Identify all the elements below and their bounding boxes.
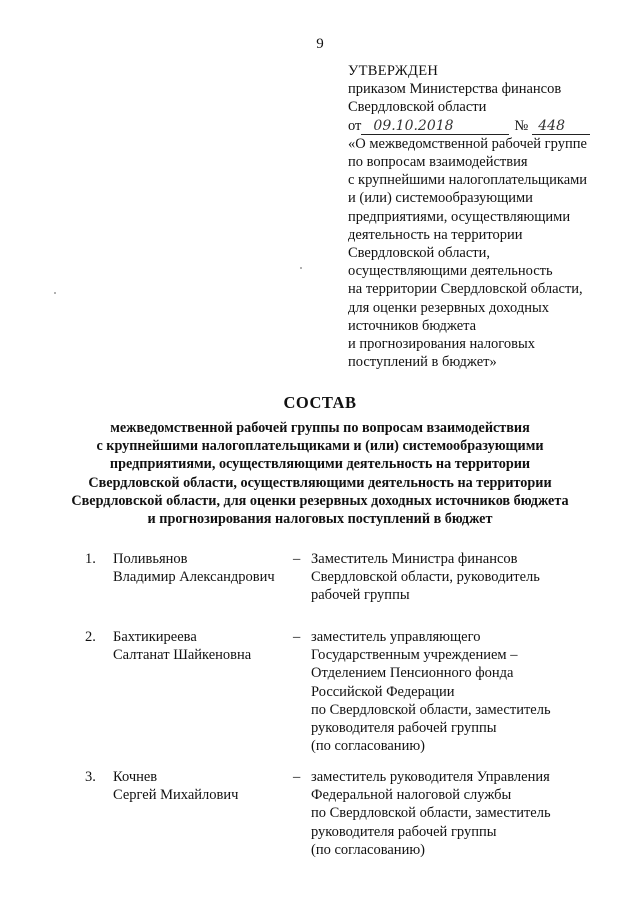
order-title-line: Свердловской области, <box>348 245 491 262</box>
composition-subtitle-line: межведомственной рабочей группы по вопросам взаимодействия <box>110 420 530 436</box>
member-given-name: Салтанат Шайкеновна <box>113 647 252 664</box>
approval-block <box>348 62 613 371</box>
order-title-line: поступлений в бюджет» <box>348 354 497 371</box>
composition-subtitle-line: Свердловской области, осуществляющими деятельность на территории <box>88 474 552 491</box>
composition-heading <box>60 393 580 528</box>
member-surname: Бахтикиреева <box>113 629 197 645</box>
member-list <box>85 550 625 868</box>
member-role-line: Государственным учреждением – <box>311 647 518 664</box>
handwritten-number: 448 <box>532 118 590 135</box>
order-title-line: и прогнозирования налоговых <box>348 336 535 353</box>
member-role-line: заместитель управляющего <box>311 629 481 645</box>
member-item <box>85 628 625 768</box>
order-title-line: осуществляющими деятельность <box>348 263 553 280</box>
composition-subtitle-line: и прогнозирования налоговых поступлений в бюджет <box>147 511 493 528</box>
number-label: № <box>514 117 529 134</box>
member-name <box>113 628 293 664</box>
order-title-line: по вопросам взаимодействия <box>348 154 528 171</box>
member-item <box>85 550 625 628</box>
approval-line: приказом Министерства финансов <box>348 81 562 98</box>
order-title-line: с крупнейшими налогоплательщиками <box>348 172 588 189</box>
composition-subtitle-line: с крупнейшими налогоплательщиками и (или) системообразующими <box>96 438 544 455</box>
composition-subtitle-line: предприятиями, осуществляющими деятельность на территории <box>109 456 531 473</box>
member-role-line: Федеральной налоговой службы <box>311 787 512 804</box>
member-role-line: по Свердловской области, заместитель <box>311 805 551 822</box>
member-role <box>311 768 611 859</box>
member-role-line: Заместитель Министра финансов <box>311 551 518 567</box>
member-name <box>113 550 293 586</box>
member-role-line: (по согласованию) <box>311 738 425 755</box>
page-number: 9 <box>316 36 324 52</box>
member-number: 2. <box>85 629 96 645</box>
order-title-line: предприятиями, осуществляющими <box>348 208 571 225</box>
member-role-line: руководителя рабочей группы <box>311 720 497 737</box>
member-role <box>311 628 611 755</box>
scan-speck <box>54 292 56 294</box>
order-title-line: деятельность на территории <box>348 226 523 243</box>
member-role-line: рабочей группы <box>311 587 410 604</box>
member-role-line: по Свердловской области, заместитель <box>311 701 551 718</box>
order-title-line: «О межведомственной рабочей группе <box>348 135 587 152</box>
member-number: 3. <box>85 769 96 785</box>
handwritten-date: 09.10.2018 <box>361 118 509 135</box>
member-role-line: Российской Федерации <box>311 683 455 700</box>
member-dash: – <box>293 629 301 645</box>
member-given-name: Владимир Александрович <box>113 569 275 586</box>
order-title <box>348 135 613 372</box>
order-title-line: на территории Свердловской области, <box>348 281 583 298</box>
order-title-line: и (или) системообразующими <box>348 190 533 207</box>
order-title-line: источников бюджета <box>348 317 477 334</box>
member-surname: Кочнев <box>113 769 158 785</box>
member-number: 1. <box>85 551 96 567</box>
member-surname: Поливьянов <box>113 551 188 567</box>
from-label: от <box>348 117 362 134</box>
member-role-line: руководителя рабочей группы <box>311 823 497 840</box>
member-role-line: Свердловской области, руководитель <box>311 569 540 586</box>
member-role-line: заместитель руководителя Управления <box>311 769 550 785</box>
composition-subtitle <box>60 419 580 528</box>
member-given-name: Сергей Михайлович <box>113 787 239 804</box>
member-role-line: (по согласованию) <box>311 841 425 858</box>
member-dash: – <box>293 551 301 567</box>
member-role-line: Отделением Пенсионного фонда <box>311 665 514 682</box>
composition-subtitle-line: Свердловской области, для оценки резервных доходных источников бюджета <box>71 492 569 509</box>
approval-heading: УТВЕРЖДЕН <box>348 63 439 79</box>
member-role <box>311 550 611 605</box>
composition-title: СОСТАВ <box>283 393 357 412</box>
scan-speck <box>300 267 302 269</box>
member-dash: – <box>293 769 301 785</box>
member-item <box>85 768 625 868</box>
order-date-number <box>348 117 613 135</box>
member-name <box>113 768 293 804</box>
approval-line: Свердловской области <box>348 99 487 116</box>
order-title-line: для оценки резервных доходных <box>348 299 549 316</box>
